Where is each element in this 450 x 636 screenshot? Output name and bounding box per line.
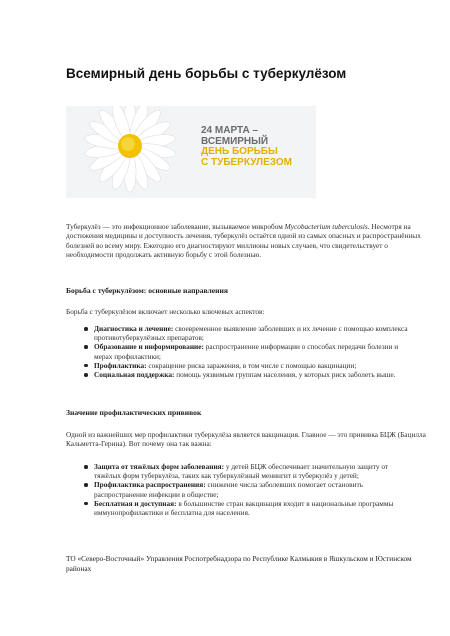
list-item: Бесплатная и доступная: в большинстве стран вакцинация входит в национальные программы иммунопрофилактики и бесплатна для населения. [84,499,414,517]
banner-tuberculosis: С ТУБЕРКУЛЕЗОМ [201,156,292,168]
directions-list [84,324,414,379]
bullet-icon [84,327,88,331]
intro-paragraph: Туберкулёз — это инфекционное заболевание, вызываемое микробом Mycobacterium tuberculosis. Несмотря на достижения медицины и доступность лечения, туберкулёз остаётся одной из самых опасных и распространённых болезней во всему миру. Ежегодно его диагностируют миллионы новых случаев, что свидетельствует о необходимости продолжать активную борьбу с этой болезнью. [66,222,421,260]
page-title: Всемирный день борьбы с туберкулёзом [66,66,347,81]
bullet-icon [84,345,88,349]
banner-day-of-fight: ДЕНЬ БОРЬБЫ [201,146,278,157]
vaccination-list [84,462,414,517]
bullet-icon [84,483,88,487]
list-item: Социальная поддержка: помощь уязвимым группам населения, у которых риск заболеть выше. [84,370,414,379]
bullet-icon [84,373,88,377]
list-item: Диагностика и лечение: своевременное выявление заболевших и их лечение с помощью комплекса противотуберкулёзных препаратов; [84,324,414,342]
list-item: Профилактика распространения: снижение числа заболевших помогает остановить распространение инфекции в обществе; [84,480,414,498]
banner-date: 24 МАРТА – [201,125,259,136]
banner-worldwide: ВСЕМИРНЫЙ [201,135,269,147]
bullet-icon [84,465,88,469]
list-item: Защита от тяжёлых форм заболевания: у детей БЦЖ обеспечивает значительную защиту от тяжёлых форм туберкулёза, таких как туберкулёзный менингит и туберкулёз у детей; [84,462,414,480]
latin-name: Mycobacterium tuberculosis. [284,222,370,231]
section1-lead: Борьба с туберкулёзом включает несколько ключевых аспектов: [66,307,265,316]
bullet-icon [84,502,88,506]
footer-signature: ТО «Северо-Восточный» Управления Роспотребнадзора по Республике Калмыкия в Яшкульском и Юстинском районах [66,554,412,573]
list-item: Профилактика: сокращение риска заражения, в том числе с помощью вакцинации; [84,361,414,370]
section2-lead: Одной из важнейших мер профилактики туберкулёза является вакцинация. Главное — это прививка БЦЖ (Бацилла Кальметта-Герина). Вот почему она так важна: [66,430,426,449]
list-item: Образование и информирование: распространение информации о способах передачи болезни и мерах профилактики; [84,342,414,360]
section-heading-directions: Борьба с туберкулёзом: основные направления [66,286,228,295]
event-banner [66,106,316,198]
banner-caption [201,126,316,168]
section-heading-vaccination: Значение профилактических прививок [66,408,202,417]
bullet-icon [84,364,88,368]
